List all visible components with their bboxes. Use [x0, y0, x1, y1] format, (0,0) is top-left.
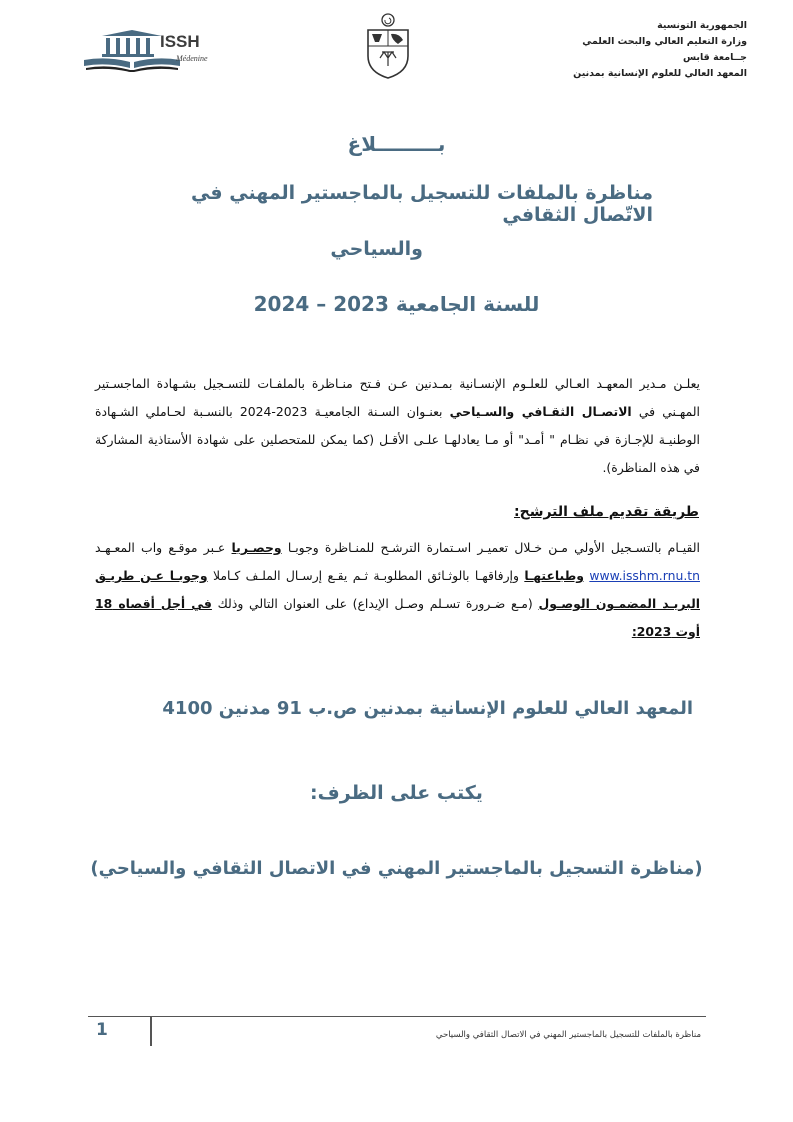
emphasis-exclusively: وحصـريا [231, 540, 282, 555]
issh-logo [82, 30, 232, 78]
deadline-text: في أجل أقصاه 18 أوت 2023: [95, 596, 700, 639]
paragraph-text: القيـام بالتسـجيل الأولي مـن خـلال تعميـر اسـتمارة الترشـح للمنـاظرة وجوبـا [281, 540, 700, 555]
header-line: الجمهورية التونسية [657, 20, 747, 31]
emphasis-print: وطباعتهـا [524, 568, 584, 583]
paragraph-text: يعلـن مـدير المعهـد العـالي للعلـوم الإنسـانية بمـدنين عـن فـتح منـاظرة بالملفـات للتسـجيل بشـهادة الماجسـتير المهـني في [95, 376, 701, 419]
header-line: المعهد العالي للعلوم الإنسانية بمدنين [573, 68, 747, 79]
logo-subtext: Médenine [176, 54, 208, 63]
website-link[interactable]: www.isshm.rnu.tn [589, 568, 700, 583]
header-institution-block [487, 18, 747, 82]
contest-title-line2: والسياحي [330, 238, 423, 260]
logo-text: ISSH [160, 32, 200, 51]
header-line: جــامعة قابس [682, 52, 747, 63]
envelope-text: (مناظرة التسجيل بالماجستير المهني في الاتصال الثقافي والسياحي) [90, 858, 703, 879]
application-method-heading: طريقة تقديم ملف الترشح: [514, 504, 699, 520]
announcement-paragraph [95, 370, 700, 482]
program-name-bold: الاتصـال الثقـافي والسـياحي [449, 404, 632, 419]
academic-year-title: للسنة الجامعية 2023 – 2024 [253, 292, 540, 316]
postal-address: المعهد العالي للعلوم الإنسانية بمدنين ص.ب 91 مدنين 4100 [162, 698, 693, 719]
contest-title-line1: مناظرة بالملفات للتسجيل بالماجستير المهني في الاتّصال الثقافي [190, 182, 653, 226]
footer-divider [88, 1016, 706, 1017]
paragraph-text: عـبر موقـع واب المعـهـد [95, 540, 232, 555]
header-line: وزارة التعليم العالي والبحث العلمي [582, 36, 747, 47]
announcement-title: بـــــــــلاغ [347, 132, 446, 156]
application-method-paragraph [95, 534, 700, 646]
footer-title: مناظرة بالملفات للتسجيل بالماجستير المهني في الاتصال الثقافي والسياحي [435, 1030, 701, 1040]
tunisia-coat-of-arms-icon [360, 12, 416, 82]
footer-vertical-divider [150, 1016, 152, 1046]
emphasis-registered-mail: وجوبـا عـن طريـق البريـد المضمـون الوصـول [95, 568, 700, 611]
paragraph-text: وإرفاقهـا بالوثـائق المطلوبـة ثـم يقـع إرسـال الملـف كـاملا [207, 568, 525, 583]
envelope-instruction: يكتب على الظرف: [310, 782, 483, 804]
paragraph-text: بعنـوان السـنة الجامعيـة 2023-2024 بالنسـبة لحـاملي الشـهادة الوطنيـة للإجـازة في نظـام " أمـد" أو مـا يعادلهـا علـى الأقـل (كما يمكن للمتحصلين على شهادة الأستاذية المشاركة في هذه المناظرة). [95, 404, 700, 475]
page-number: 1 [96, 1020, 108, 1040]
columns-book-logo-icon [82, 30, 232, 78]
paragraph-text: (مـع ضـرورة تسـلم وصـل الإيداع) على العنوان التالي وذلك [211, 596, 539, 611]
